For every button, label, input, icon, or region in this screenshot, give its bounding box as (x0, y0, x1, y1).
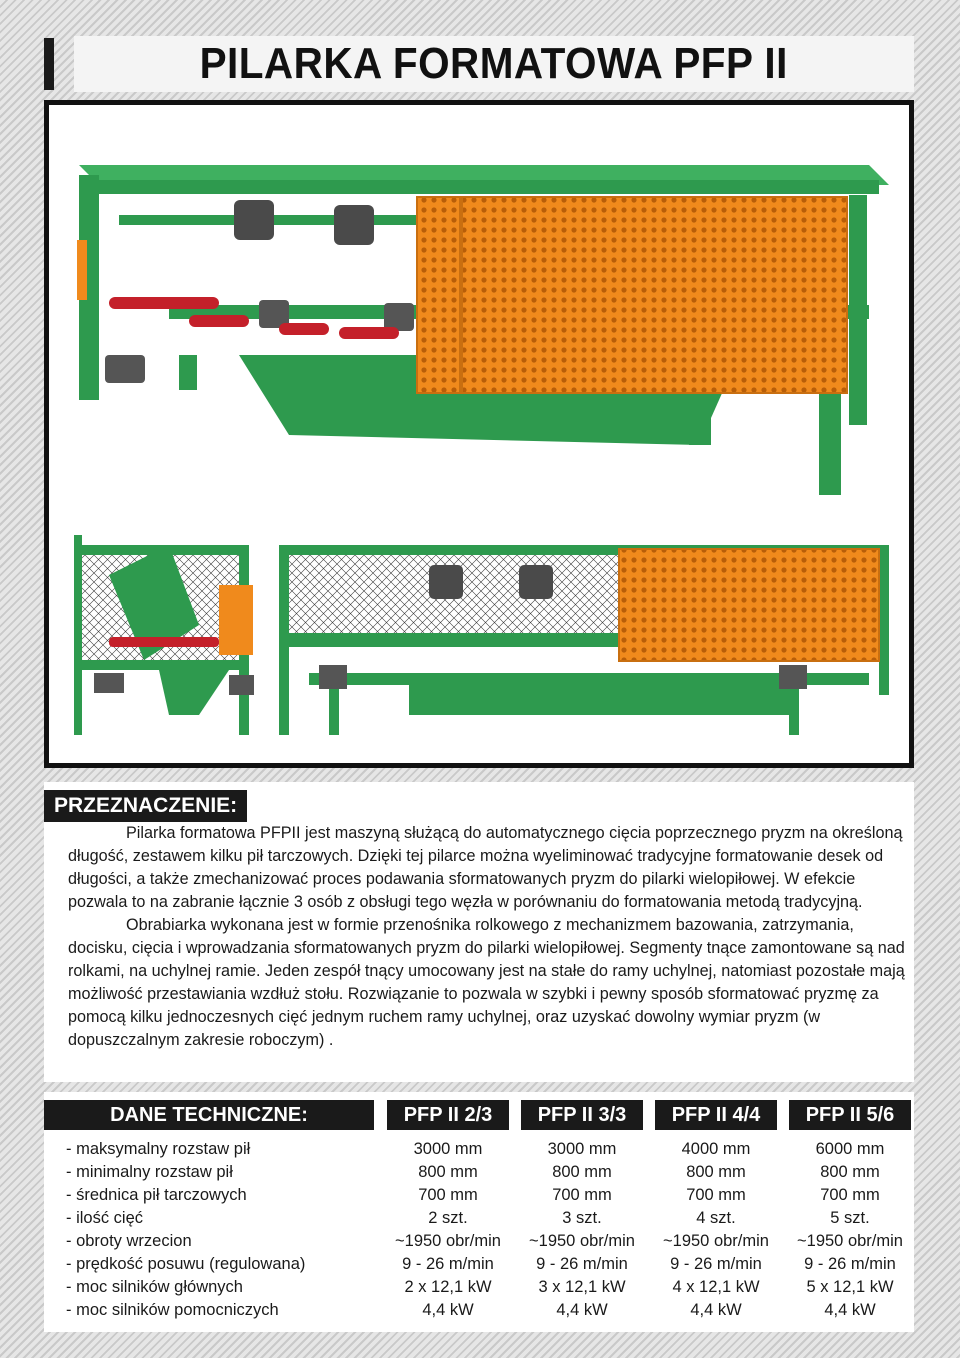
spec-value: 4 szt. (696, 1209, 736, 1227)
spec-value: 800 mm (552, 1163, 612, 1181)
spec-value: 6000 mm (815, 1140, 885, 1158)
spec-value: 2 szt. (428, 1209, 468, 1227)
spec-value: ~1950 obr/min (529, 1232, 635, 1250)
spec-label: - moc silników głównych (66, 1278, 243, 1296)
motor-icon (234, 200, 274, 240)
spec-value: 9 - 26 m/min (402, 1255, 494, 1273)
machine-drawing (49, 105, 909, 763)
description-paragraph-2: Obrabiarka wykonana jest w formie przenośnika rolkowego z mechanizmem bazowania, zatrzymania, docisku, cięcia i wprowadzania sformatowanych pryzm do pilarki wielopiłowej. Segmenty tnące zamontowane są nad rolkami, na uchylnej ramie. Jeden zespół tnący umocowany jest na stałe do ramy uchylnej, natomiast pozostałe mają możliwość przestawiania wzdłuż stołu. Rozwiązanie to pozwala w szybki i pewny sposób sformatować pryzmę za pomocą kilku jednoczesnych cięć jednym ruchem ramy uchylnej, oraz uzyskać dowolny wymiar pryzm (w dopuszczalnym zakresie roboczym) . (68, 916, 905, 1049)
description-paragraph-1: Pilarka formatowa PFPII jest maszyną służącą do automatycznego cięcia poprzecznego pryzm na określoną długość, zestawem kilku pił tarczowych. Dzięki tej pilarce można wyeliminować tradycyjne formatowanie desek od długości, a także zmechanizować proces podawania sformatowanych pryzm do pilarki wielopiłowej. W efekcie pozwala to na zabranie łącznie 3 osób z obsługi tego węzła w porównaniu do formatowania metodą tradycyjną. (68, 824, 903, 911)
spec-value: ~1950 obr/min (395, 1232, 501, 1250)
spec-value: 800 mm (418, 1163, 478, 1181)
motor-icon (334, 205, 374, 245)
main-machine-view (77, 165, 889, 495)
spec-label: - obroty wrzecion (66, 1232, 192, 1250)
spec-label: - średnica pił tarczowych (66, 1186, 247, 1204)
spec-value: 9 - 26 m/min (536, 1255, 628, 1273)
spec-value: 3000 mm (547, 1140, 617, 1158)
spec-value: 5 szt. (830, 1209, 870, 1227)
spec-label: - minimalny rozstaw pił (66, 1163, 233, 1181)
spec-value: 4 x 12,1 kW (672, 1278, 760, 1296)
spec-value: 4000 mm (681, 1140, 751, 1158)
spec-value: 700 mm (552, 1186, 612, 1204)
spec-value: 3 x 12,1 kW (538, 1278, 626, 1296)
safety-guard (417, 197, 847, 393)
spec-value: 3 szt. (562, 1209, 602, 1227)
safety-guard-front (619, 549, 879, 661)
spec-value: 2 x 12,1 kW (404, 1278, 492, 1296)
spec-value: 3000 mm (413, 1140, 483, 1158)
tech-heading: DANE TECHNICZNE: (44, 1100, 374, 1130)
spec-value: 4,4 kW (422, 1301, 474, 1319)
spec-value: ~1950 obr/min (663, 1232, 769, 1250)
model-header-3: PFP II 4/4 (655, 1100, 777, 1130)
spec-value: 700 mm (686, 1186, 746, 1204)
spec-value: 9 - 26 m/min (670, 1255, 762, 1273)
spec-label: - maksymalny rozstaw pił (66, 1140, 251, 1158)
spec-value: 700 mm (418, 1186, 478, 1204)
spec-value: 4,4 kW (824, 1301, 876, 1319)
spec-value: 800 mm (686, 1163, 746, 1181)
spec-value: 800 mm (820, 1163, 880, 1181)
gear-motor-icon (105, 355, 145, 383)
spec-value: ~1950 obr/min (797, 1232, 903, 1250)
technical-data-section (44, 1092, 914, 1332)
description-heading: PRZEZNACZENIE: (44, 790, 247, 822)
spec-label: - moc silników pomocniczych (66, 1301, 279, 1319)
motor-icon (429, 565, 463, 599)
spec-label: - ilość cięć (66, 1209, 144, 1227)
title-banner (74, 36, 914, 92)
spec-value: 700 mm (820, 1186, 880, 1204)
description-section (44, 782, 914, 1082)
model-header-1: PFP II 2/3 (387, 1100, 509, 1130)
motor-icon (519, 565, 553, 599)
machine-illustration (44, 100, 914, 768)
spec-label: - prędkość posuwu (regulowana) (66, 1255, 306, 1273)
model-header-2: PFP II 3/3 (521, 1100, 643, 1130)
spec-value: 4,4 kW (690, 1301, 742, 1319)
spec-value: 4,4 kW (556, 1301, 608, 1319)
title-marker (44, 38, 54, 90)
warning-panel (219, 585, 253, 655)
spec-value: 9 - 26 m/min (804, 1255, 896, 1273)
side-view (74, 535, 254, 735)
front-view (279, 545, 889, 735)
page-title: PILARKA FORMATOWA PFP II (199, 39, 789, 88)
model-header-4: PFP II 5/6 (789, 1100, 911, 1130)
spec-value: 5 x 12,1 kW (806, 1278, 894, 1296)
description-text (68, 822, 908, 1052)
